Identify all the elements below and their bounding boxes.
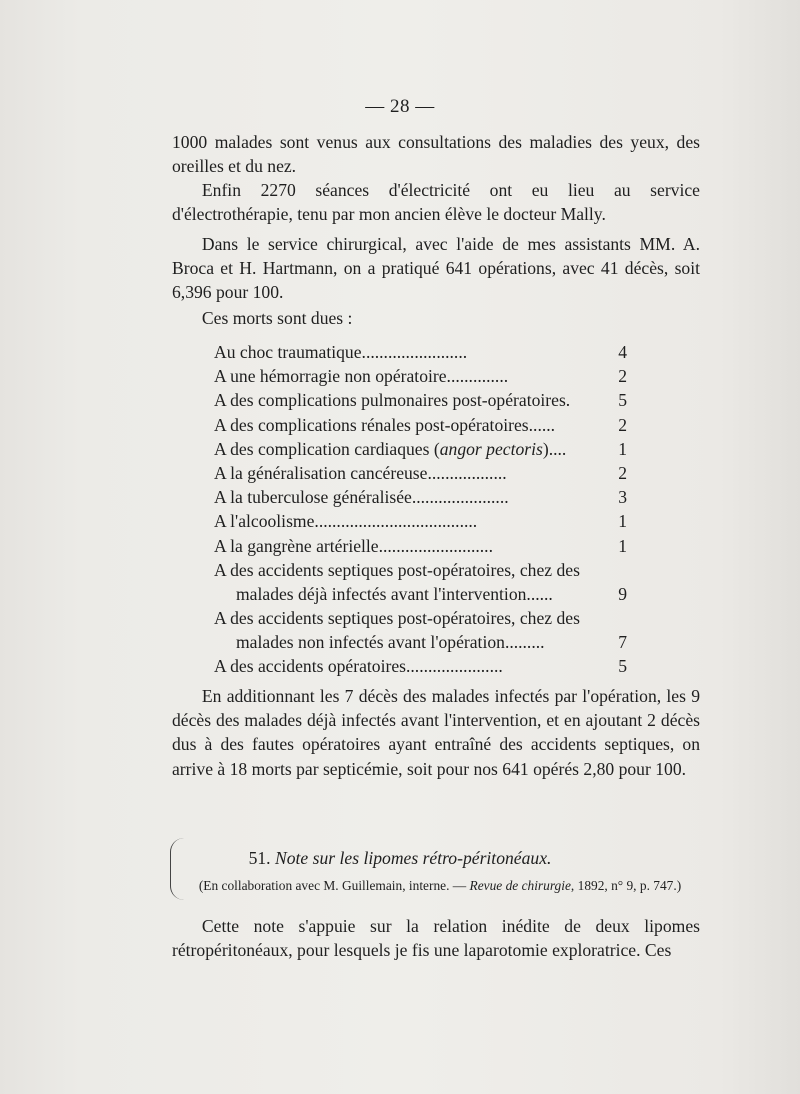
paragraph-lipomes-note: Cette note s'appuie sur la relation inédite de deux lipomes rétropéritonéaux, pour lesquels je fis une laparotomie exploratrice. Ces — [172, 916, 700, 961]
cause-count: 1 — [618, 438, 627, 459]
list-item — [214, 461, 627, 485]
cause-label: malades non infectés avant l'opération......... — [236, 632, 545, 653]
list-item — [214, 364, 627, 388]
list-item — [214, 654, 627, 678]
cause-count: 4 — [618, 342, 627, 362]
list-item — [214, 534, 627, 558]
cause-label: A l'alcoolisme..................................... — [214, 511, 478, 532]
cause-count: 2 — [618, 414, 627, 435]
cause-count: 2 — [618, 366, 627, 387]
cause-label: A la généralisation cancéreuse.................. — [214, 462, 507, 483]
list-item — [214, 437, 627, 461]
citation-journal: Revue de chirurgie — [469, 878, 571, 893]
cause-label: A la gangrène artérielle.......................... — [214, 535, 493, 556]
paragraph-septicemia-summary: En additionnant les 7 décès des malades infectés par l'opération, les 9 décès des malades déjà infectés avant l'intervention, et en ajoutant 2 décès dus à des fautes opératoires ayant entraîné des accidents septiques, on arrive à 18 morts par septicémie, soit pour nos 641 opérés 2,80 pour 100. — [172, 686, 700, 779]
paragraph-deaths-intro: Ces morts sont dues : — [201, 308, 353, 328]
section-number: 51. — [248, 848, 271, 868]
cause-count: 1 — [618, 535, 627, 556]
cause-count: 5 — [618, 656, 627, 677]
cause-label: A des complications pulmonaires post-opératoires. — [214, 390, 571, 411]
section-heading — [0, 848, 800, 869]
paragraph-surgical-service: Dans le service chirurgical, avec l'aide de mes assistants MM. A. Broca et H. Hartmann, on a pratiqué 641 opérations, avec 41 décès, soit 6,396 pour 100. — [172, 234, 700, 303]
list-item — [214, 509, 627, 533]
cause-label: A la tuberculose généralisée...................... — [214, 487, 509, 508]
list-item — [214, 630, 627, 654]
list-item — [214, 388, 627, 412]
paragraph-consultations: 1000 malades sont venus aux consultations des maladies des yeux, des oreilles et du nez. — [172, 132, 700, 177]
citation — [180, 877, 700, 895]
cause-count: 3 — [618, 487, 627, 508]
citation-suffix: , 1892, n° 9, p. 747.) — [570, 878, 682, 893]
list-item — [214, 582, 627, 606]
section-title: Note sur les lipomes rétro-péritonéaux. — [274, 848, 552, 868]
cause-count: 9 — [618, 583, 627, 604]
cause-label: A des accidents opératoires...................... — [214, 656, 503, 677]
list-item — [214, 606, 627, 630]
cause-label: malades déjà infectés avant l'intervention...... — [236, 583, 553, 604]
cause-count: 1 — [618, 511, 627, 532]
list-item — [214, 340, 627, 364]
cause-label: A des accidents septiques post-opératoires, chez des — [214, 608, 580, 629]
citation-prefix: (En collaboration avec M. Guillemain, interne. — — [198, 878, 467, 893]
cause-count: 2 — [618, 462, 627, 483]
list-item — [214, 485, 627, 509]
page-number: — 28 — — [365, 96, 435, 117]
paragraph-electrotherapy: Enfin 2270 séances d'électricité ont eu lieu au service d'électrothérapie, tenu par mon ancien élève le docteur Mally. — [172, 180, 700, 225]
cause-label: A une hémorragie non opératoire.............. — [214, 366, 509, 387]
list-item — [214, 413, 627, 437]
cause-label: Au choc traumatique........................ — [214, 342, 468, 362]
cause-count: 7 — [618, 632, 627, 653]
cause-label: A des complications rénales post-opératoires...... — [214, 414, 556, 435]
cause-label: A des accidents septiques post-opératoires, chez des — [214, 559, 580, 580]
cause-label: A des complication cardiaques (angor pectoris).... — [214, 438, 567, 459]
list-item — [214, 558, 627, 582]
causes-of-death-list — [214, 340, 627, 679]
cause-count: 5 — [618, 390, 627, 411]
